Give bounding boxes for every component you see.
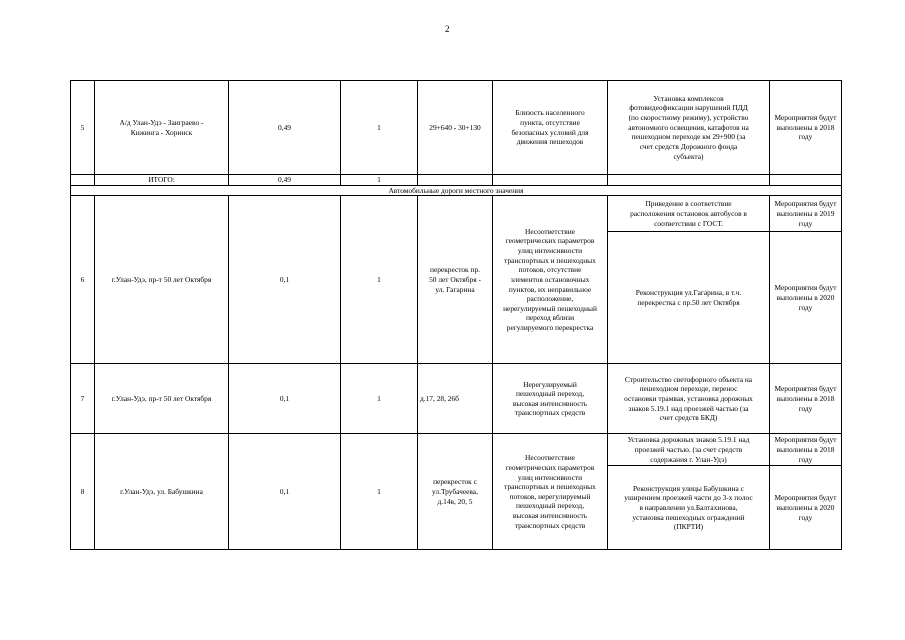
total-label: ИТОГО:: [95, 175, 229, 186]
measure: Реконструкция улицы Бабушкина с уширением проезжей части до 3-х полос в направлении ул.Балтахинова, установка пешеходных ограждений (ПКРТИ): [608, 466, 770, 550]
table-row: [71, 434, 842, 466]
count: 1: [341, 434, 418, 550]
length-km: 0,1: [229, 364, 341, 434]
row-number: 8: [71, 434, 95, 550]
road-name: г.Улан-Удэ, пр-т 50 лет Октября: [95, 364, 229, 434]
total-count: 1: [341, 175, 418, 186]
page-number: 2: [445, 24, 450, 34]
measure: Реконструкция ул.Гагарина, в т.ч. перекрестка с пр.50 лет Октября: [608, 232, 770, 364]
length-km: 0,1: [229, 196, 341, 364]
row-number: 5: [71, 81, 95, 175]
term: Мероприятия будут выполнены в 2018 году: [770, 364, 842, 434]
term: Мероприятия будут выполнены в 2018 году: [770, 434, 842, 466]
road-name: г.Улан-Удэ, пр-т 50 лет Октября: [95, 196, 229, 364]
term: Мероприятия будут выполнены в 2018 году: [770, 81, 842, 175]
length-km: 0,1: [229, 434, 341, 550]
reason: Несоответствие геометрических параметров улиц интенсивности транспортных и пешеходных потоков, нерегулируемый пешеходный переход, высокая интенсивность транспортных средств: [493, 434, 608, 550]
reason: Несоответствие геометрических параметров улиц интенсивности транспортных и пешеходных потоков, отсутствие элементов остановочных пунктов, их неправильное расположение, нерегулируемый пешеходный переход вблизи регулируемого перекрестка: [493, 196, 608, 364]
measure: Установка комплексов фотовидеофиксации нарушений ПДД (по скоростному режиму), устройство автономного освещения, катафотов на пешеходном переходе км 29+900 (за счет средств Дорожного фонда субъекта): [608, 81, 770, 175]
section-title: Автомобильные дороги местного значения: [71, 185, 842, 196]
road-name: г.Улан-Удэ, ул. Бабушкина: [95, 434, 229, 550]
measure: Строительство светофорного объекта на пешеходном переходе, перенос остановки трамвая, установка дорожных знаков 5.19.1 над проезжей частью (за счет средств БКД): [608, 364, 770, 434]
term: Мероприятия будут выполнены в 2020 году: [770, 466, 842, 550]
table-row: [71, 364, 842, 434]
term: Мероприятия будут выполнены в 2019 году: [770, 196, 842, 232]
count: 1: [341, 196, 418, 364]
total-length: 0,49: [229, 175, 341, 186]
location: перекресток пр. 50 лет Октября - ул. Гагарина: [418, 196, 493, 364]
table-row: [71, 196, 842, 232]
location: перекресток с ул.Трубачеева, д.14в, 20, 5: [418, 434, 493, 550]
measures-table: [70, 80, 842, 550]
total-row: [71, 175, 842, 186]
reason: Близость населенного пункта, отсутствие безопасных условий для движения пешеходов: [493, 81, 608, 175]
measure: Приведение в соответствие расположения остановок автобусов в соответствии с ГОСТ.: [608, 196, 770, 232]
row-number: 7: [71, 364, 95, 434]
count: 1: [341, 364, 418, 434]
measure: Установка дорожных знаков 5.19.1 над проезжей частью. (за счет средств содержания г. Улан-Удэ): [608, 434, 770, 466]
count: 1: [341, 81, 418, 175]
road-name: А/д Улан-Удэ - Заиграево - Кижинга - Хоринск: [95, 81, 229, 175]
location: д.17, 28, 26б: [418, 364, 493, 434]
reason: Нерегулируемый пешеходный переход, высокая интенсивность транспортных средств: [493, 364, 608, 434]
table-row: [71, 81, 842, 175]
row-number: 6: [71, 196, 95, 364]
length-km: 0,49: [229, 81, 341, 175]
term: Мероприятия будут выполнены в 2020 году: [770, 232, 842, 364]
section-row: [71, 185, 842, 196]
location: 29+640 - 30+130: [418, 81, 493, 175]
